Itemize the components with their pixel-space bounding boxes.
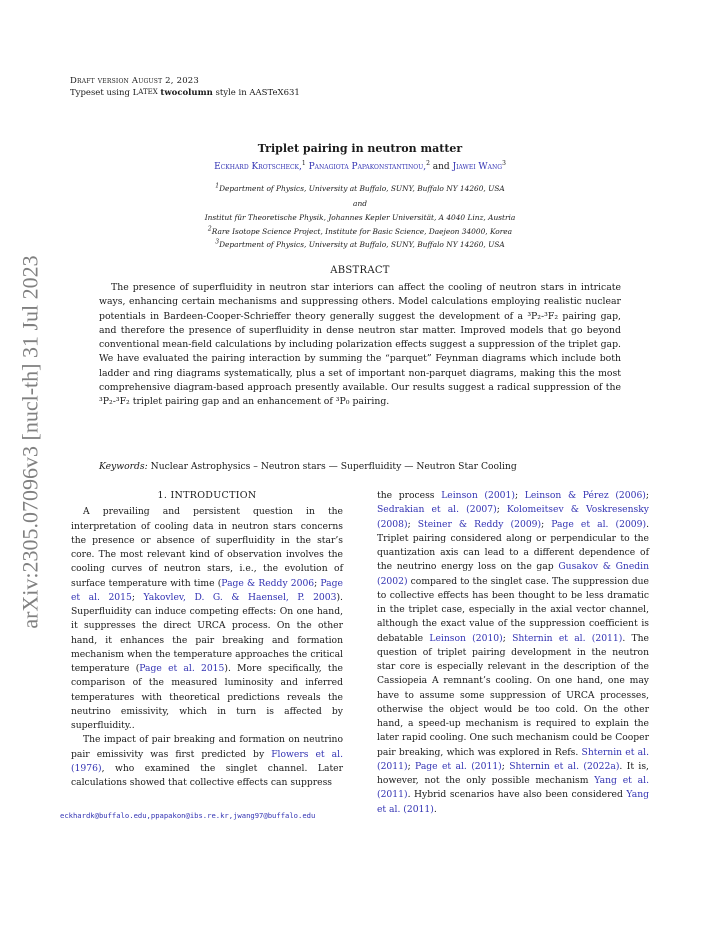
citation-link[interactable]: Yang et al. (2011) [377, 789, 649, 815]
typeset-bold: twocolumn [160, 88, 213, 98]
footnote-email[interactable]: eckhardk@buffalo.edu,ppapakon@ibs.re.kr,jwang97@buffalo.edu [60, 811, 316, 820]
draft-version: Draft version August 2, 2023 [70, 76, 200, 86]
citation-link[interactable]: Leinson (2001) [441, 490, 515, 501]
body-text: . [433, 803, 437, 815]
body-text: . The question of triplet pairing development in the neutron star core is especially relevant in the description of the Cassiopeia A remnant’s cooling. On one hand, one may have to assume some suppression of URCA processes, otherwise the object would be too cold. On the other hand, a speed-up mechanism is required to explain the later rapid cooling. One such mechanism could be Cooper pair breaking, which was explored in Refs. [377, 632, 649, 758]
body-text: ; [407, 760, 416, 772]
typeset-prefix: Typeset using L [70, 88, 139, 98]
citation-link[interactable]: Kolomeitsev & Voskresensky (2008) [377, 504, 649, 530]
affiliation-3-text: Department of Physics, University at Buffalo, SUNY, Buffalo NY 14260, USA [219, 240, 505, 249]
body-text: ; [514, 490, 525, 501]
body-text: ; [131, 591, 144, 603]
citation-link[interactable]: Page et al. 2015 [71, 577, 343, 603]
body-text: . It is, however, not the only possible mechanism [377, 760, 649, 786]
body-text: ; [496, 504, 507, 516]
author-and: and [432, 162, 450, 172]
citation-link[interactable]: Shternin et al. (2022a) [509, 760, 620, 772]
author-3-sup: 3 [502, 160, 506, 167]
right-column [377, 489, 649, 817]
typeset-suffix: style in AASTeX631 [215, 88, 300, 98]
body-text: . Triplet pairing considered along or perpendicular to the quantization axis can lead to a different dependence of the neutrino energy loss on the gap [377, 518, 649, 573]
arxiv-stamp [6, 232, 56, 652]
abstract-body: The presence of superfluidity in neutron star interiors can affect the cooling of neutron stars in intricate ways, enhancing certain mechanisms and suppressing others. Model calculations employing realistic nuclear potentials in Bardeen-Cooper-Schrieffer theory generally suggest the development of a ³P₂-³F₂ pairing gap, and therefore the presence of superfluidity in dense neutron star matter. Improved models that go beyond conventional mean-field calculations by including polarization effects suggest a suppression of the triplet gap. We have evaluated the pairing interaction by summing the “parquet” Feynman diagrams which include both ladder and ring diagrams systematically, plus a set of important non-parquet diagrams, making this the most comprehensive diagram-based approach presently available. Our results suggest a radical suppression of the ³P₂-³F₂ triplet pairing gap and an enhancement of ³P₀ pairing. [99, 282, 621, 408]
citation-link[interactable]: Shternin et al. (2011) [377, 746, 649, 772]
body-text: ). Superfluidity can induce competing effects: On one hand, it suppresses the direct URCA process. On the other hand, it enhances the pair breaking and formation mechanism when the temperature approaches the critical temperature ( [71, 591, 343, 674]
affiliation-2-text: Rare Isotope Science Project, Institute for Basic Science, Daejeon 34000, Korea [211, 227, 513, 236]
body-text: A prevailing and persistent question in the interpretation of cooling data in neutron stars concerns the presence or absence of superfluidity in the star’s core. The most relevant kind of observation involves the cooling curves of neutron stars, i.e., the evolution of surface temperature with time ( [71, 506, 343, 589]
left-column [71, 489, 343, 790]
author-3[interactable]: Jiawei Wang [452, 162, 503, 172]
section-heading: 1. INTRODUCTION [157, 490, 257, 501]
keywords-label: Keywords: [99, 461, 148, 472]
keywords-list: Nuclear Astrophysics – Neutron stars — Superfluidity — Neutron Star Cooling [150, 461, 517, 472]
citation-link[interactable]: Steiner & Reddy (2009) [417, 518, 542, 530]
citation-link[interactable]: Page et al. (2009) [551, 518, 647, 530]
typeset-line [70, 86, 300, 99]
citation-link[interactable]: Sedrakian et al. (2007) [377, 504, 497, 516]
affiliation-1-text: Department of Physics, University at Buffalo, SUNY, Buffalo NY 14260, USA [219, 184, 505, 193]
body-text: ; [645, 490, 649, 501]
body-text: ; [314, 577, 321, 589]
citation-link[interactable]: Gusakov & Gnedin (2002) [377, 561, 650, 587]
citation-link[interactable]: Yang et al. (2011) [377, 775, 649, 801]
affiliation-and [0, 198, 720, 210]
affiliation-2 [0, 226, 720, 238]
author-1[interactable]: Eckhard Krotscheck, [214, 162, 302, 172]
body-text: ; [501, 760, 510, 772]
citation-link[interactable]: Leinson & Pérez (2006) [524, 490, 646, 501]
intro-paragraph-continued [377, 489, 649, 817]
body-text: ; [407, 518, 418, 530]
citation-link[interactable]: Page et al. (2011) [415, 760, 502, 772]
body-text: ; [541, 518, 552, 530]
affiliation-2-sup: 2 [207, 225, 212, 233]
citation-link[interactable]: Yakovlev, D. G. & Haensel, P. 2003 [143, 591, 337, 603]
body-text: ). More specifically, the comparison of the measured luminosity and inferred temperatures with theoretical predictions reveals the neutrino emissivity, which in turn is affected by superfluidity.. [71, 663, 343, 731]
body-text: , who examined the singlet channel. Later calculations showed that collective effects can suppress [71, 762, 343, 788]
body-text: . Hybrid scenarios have also been considered [407, 789, 627, 801]
keywords-line [99, 461, 517, 472]
arxiv-stamp-text: arXiv:2305.07096v3 [nucl-th] 31 Jul 2023 [18, 255, 44, 629]
affiliation-1b-text: Institut für Theoretische Physik, Johannes Kepler Universität, A 4040 Linz, Austria [204, 213, 516, 222]
abstract-heading: ABSTRACT [330, 265, 390, 276]
affiliation-and-text: and [353, 199, 367, 208]
author-2[interactable]: Panagiota Papakonstantinou, [308, 162, 427, 172]
affiliation-1-sup: 1 [215, 182, 220, 190]
intro-paragraph-1 [71, 505, 343, 733]
affiliation-3-sup: 3 [215, 238, 220, 246]
author-list [0, 162, 720, 172]
body-text: The impact of pair breaking and formation on neutrino pair emissivity was first predicted by [71, 734, 343, 760]
citation-link[interactable]: Page & Reddy 2006 [221, 577, 315, 589]
author-1-sup: 1 [301, 160, 306, 167]
citation-link[interactable]: Leinson (2010) [429, 632, 503, 644]
citation-link[interactable]: Shternin et al. (2011) [512, 632, 623, 644]
typeset-latex: ATEX [138, 88, 158, 96]
affiliation-1b [0, 212, 720, 224]
body-text: ; [502, 632, 513, 644]
body-text: compared to the singlet case. The suppression due to collective effects has been thought to be less dramatic in the triplet case, especially in the axial vector channel, although the exact value of the suppression coefficient is debatable [377, 575, 649, 644]
citation-link[interactable]: Flowers et al. (1976) [71, 748, 344, 774]
affiliation-1 [0, 183, 720, 195]
intro-paragraph-2 [71, 733, 343, 790]
citation-link[interactable]: Page et al. 2015 [139, 663, 225, 674]
body-text: the process [377, 490, 442, 501]
paper-title: Triplet pairing in neutron matter [257, 142, 463, 155]
affiliation-3 [0, 239, 720, 251]
author-2-sup: 2 [426, 160, 430, 167]
